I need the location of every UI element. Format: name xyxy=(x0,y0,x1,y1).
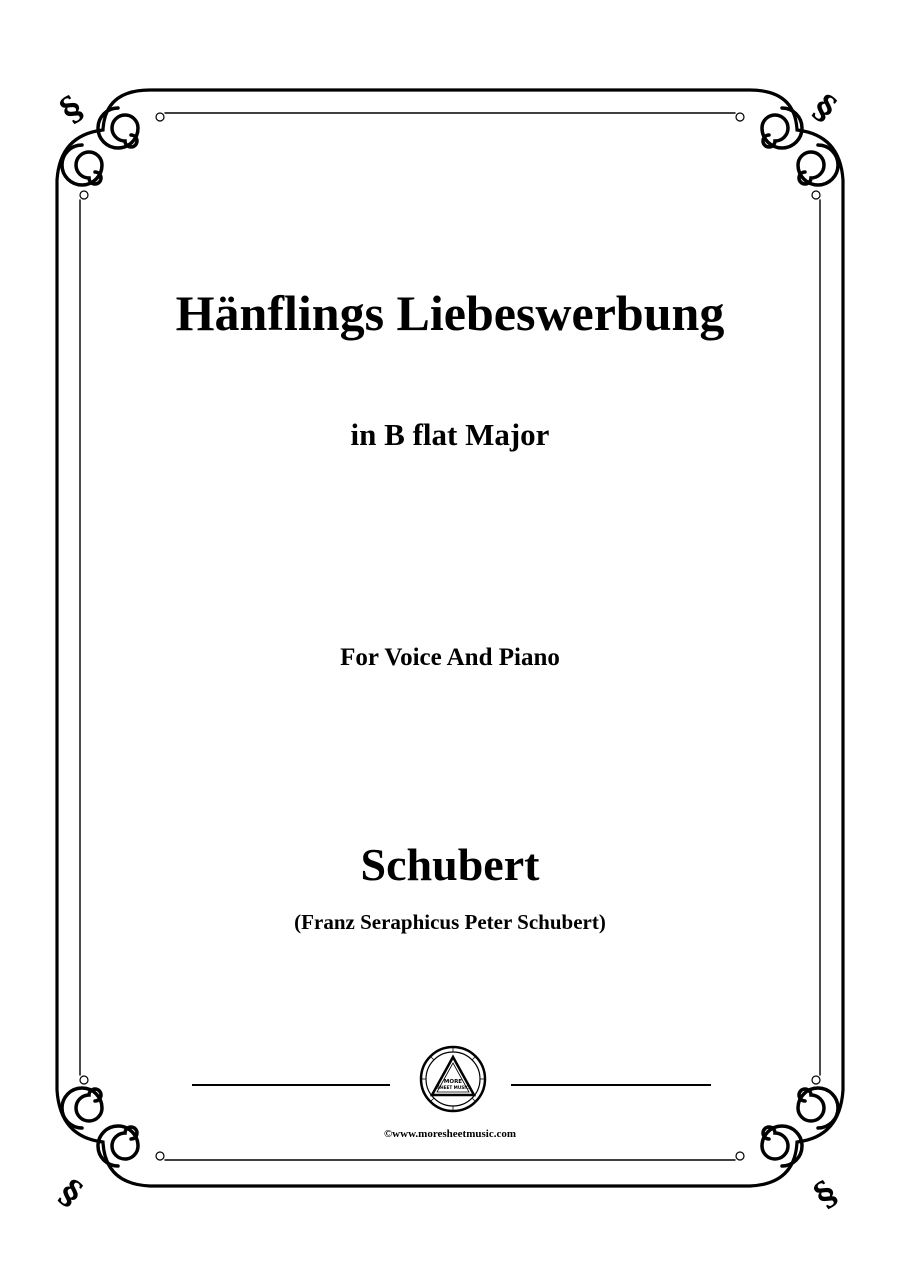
section-sign-icon: § xyxy=(806,1172,845,1216)
instrumentation-label: For Voice And Piano xyxy=(340,644,560,671)
publisher-copyright[interactable]: ©www.moresheetmusic.com xyxy=(383,1128,517,1140)
logo-seal-icon xyxy=(419,1045,487,1113)
svg-text:MORE: MORE xyxy=(443,1079,463,1085)
composer-full-name: (Franz Seraphicus Peter Schubert) xyxy=(294,910,606,934)
section-sign-icon: § xyxy=(52,87,91,131)
composer-name: Schubert xyxy=(360,839,540,890)
section-sign-icon: § xyxy=(51,1171,90,1215)
section-sign-icon: § xyxy=(805,86,844,130)
divider-right xyxy=(511,1084,711,1086)
key-signature-label: in B flat Major xyxy=(350,417,550,452)
divider-left xyxy=(192,1084,390,1086)
svg-text:SHEET MUSIC: SHEET MUSIC xyxy=(437,1085,469,1090)
piece-title: Hänflings Liebeswerbung xyxy=(175,285,725,341)
